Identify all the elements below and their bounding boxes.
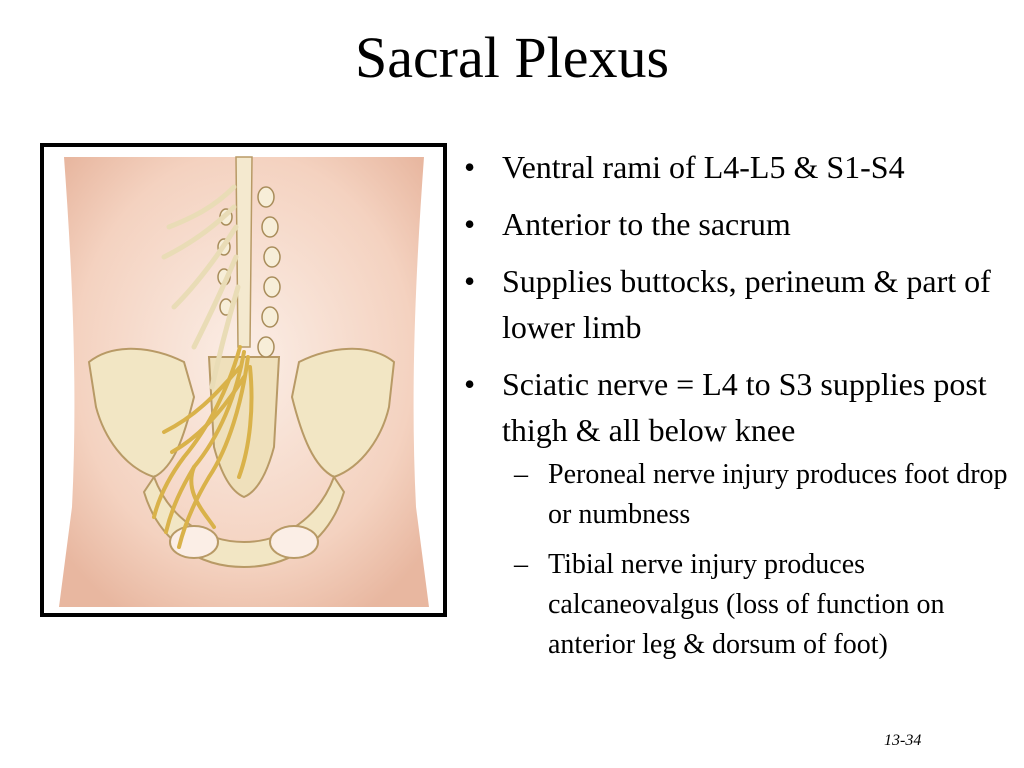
bullet-text: Anterior to the sacrum [502, 206, 791, 242]
bullet-item [464, 258, 1012, 350]
slide-title: Sacral Plexus [354, 25, 670, 90]
bullet-symbol: • [464, 149, 476, 185]
subbullet-text: Tibial nerve injury produces calcaneovalgus (loss of function on anterior leg & dorsum of foot) [548, 549, 945, 660]
bullet-item [464, 201, 1012, 247]
bullet-text: Supplies buttocks, perineum & part of lower limb [502, 263, 991, 345]
bullet-symbol: • [464, 263, 476, 299]
dash-symbol: – [514, 549, 528, 580]
subbullet-list [502, 455, 1012, 665]
subbullet-text: Peroneal nerve injury produces foot drop or numbness [548, 459, 1008, 530]
bullet-item [464, 361, 1012, 665]
bullet-list [464, 144, 1012, 676]
bullet-text: Sciatic nerve = L4 to S3 supplies post thigh & all below knee [502, 366, 987, 448]
subbullet-item [502, 455, 1012, 535]
sacral-plexus-illustration-icon [44, 147, 443, 613]
sacral-plexus-figure [40, 143, 447, 617]
bullet-symbol: • [464, 206, 476, 242]
subbullet-item [502, 545, 1012, 665]
page-number: 13-34 [884, 732, 922, 749]
dash-symbol: – [514, 459, 528, 490]
bullet-symbol: • [464, 366, 476, 402]
bullet-text: Ventral rami of L4-L5 & S1-S4 [502, 149, 905, 185]
bullet-item [464, 144, 1012, 190]
